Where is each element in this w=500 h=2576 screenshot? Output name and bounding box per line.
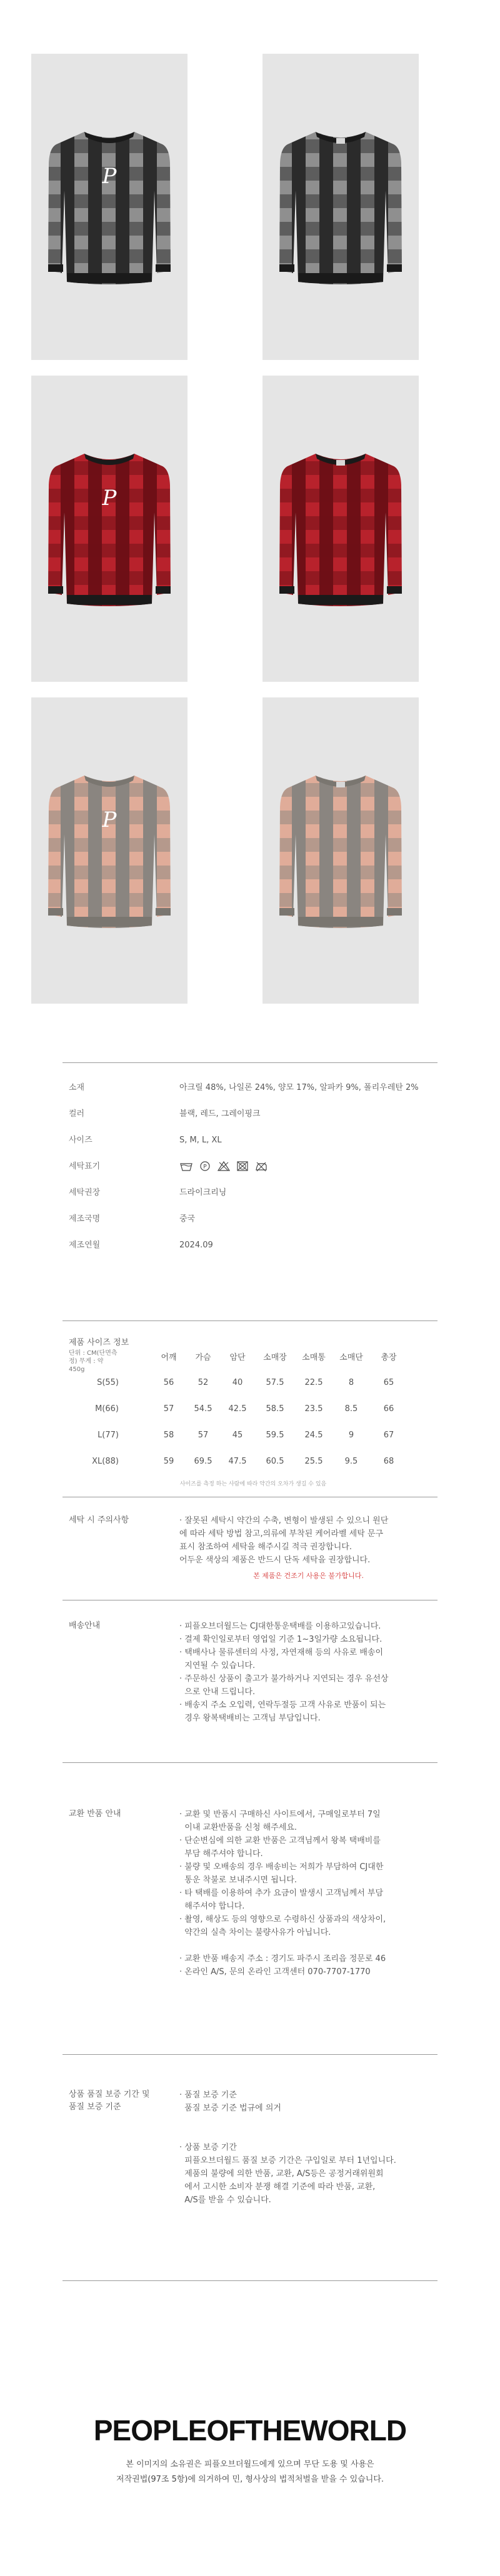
product-photo-black-back — [262, 54, 419, 360]
shipping-line: · 피플오브더월드는 CJ대한통운택배를 이용하고있습니다. — [179, 1622, 381, 1631]
size-cell: 59 — [163, 1457, 174, 1466]
section-body — [179, 1620, 438, 1725]
size-table-note: 사이즈를 측정 하는 사람에 따라 약간의 오차가 생길 수 있음 — [179, 1481, 327, 1487]
info-row-color — [69, 1108, 438, 1121]
size-cell: 8.5 — [344, 1404, 358, 1414]
exchange-line: · 온라인 A/S, 문의 온라인 고객센터 070-7707-1770 — [179, 1967, 371, 1977]
shipping-line: · 택배사나 물류센터의 사정, 자연재해 등의 사유로 배송이 — [179, 1648, 384, 1657]
size-label: L(77) — [98, 1430, 119, 1440]
section-label: 교환 반품 안내 — [69, 1809, 121, 1819]
info-row-material — [69, 1082, 438, 1094]
sweater-illustration — [278, 769, 403, 932]
copyright-line: 본 이미지의 소유권은 피플오브더월드에게 있으며 무단 도용 및 사용은 — [126, 2460, 374, 2469]
logo-emblem-icon: P — [102, 164, 117, 189]
size-cell: 40 — [232, 1378, 243, 1387]
neck-label-icon — [336, 782, 345, 787]
info-row-wash — [69, 1161, 438, 1173]
copyright-notice — [0, 2457, 500, 2487]
iron-low-icon — [254, 1161, 268, 1172]
size-column-header: 어깨 — [161, 1353, 177, 1362]
product-photo-gray-pink-front — [31, 697, 188, 1004]
size-cell: 57.5 — [266, 1378, 284, 1387]
product-photo-gray-pink-back — [262, 697, 419, 1004]
size-label: M(66) — [95, 1404, 119, 1414]
size-cell: 47.5 — [228, 1457, 247, 1466]
info-row-country — [69, 1213, 438, 1226]
info-label: 소재 — [69, 1083, 85, 1092]
shipping-line: · 배송지 주소 오입력, 연락두절등 고객 사유로 반품이 되는 — [179, 1700, 386, 1710]
brand-logo-text: PEOPLEOFTHEWORLD — [93, 2414, 407, 2447]
size-row — [69, 1404, 438, 1420]
size-cell: 59.5 — [266, 1430, 284, 1440]
size-cell: 56 — [163, 1378, 174, 1387]
exchange-line: 통운 착불로 보내주시면 됩니다. — [179, 1875, 298, 1885]
size-row — [69, 1457, 438, 1473]
warranty-line: 제품의 불량에 의한 반품, 교환, A/S등은 공정거래위원회 — [179, 2169, 384, 2179]
info-value: 아크릴 48%, 나일론 24%, 양모 17%, 알파카 9%, 폴리우레탄 2% — [179, 1083, 419, 1092]
size-cell: 58.5 — [266, 1404, 284, 1414]
warranty-line — [179, 2128, 438, 2141]
size-cell: 8 — [348, 1378, 354, 1387]
exchange-line: · 촬영, 해상도 등의 영향으로 수령하신 상품과의 색상차이, — [179, 1915, 386, 1924]
shipping-line: 경우 왕복택배비는 고객님 부담입니다. — [179, 1714, 321, 1723]
warranty-line: · 품질 보증 기준 — [179, 2090, 237, 2100]
size-cell: 52 — [198, 1378, 209, 1387]
copyright-line: 저작권법(97조 5항)에 의거하여 민, 형사상의 법적처벌을 받을 수 있습니다. — [116, 2475, 384, 2484]
warranty-line: · 상품 보증 기간 — [179, 2143, 237, 2152]
info-value: 중국 — [179, 1214, 196, 1224]
size-table-unit: 단위 : CM(단면측정) 무게 : 약 450g — [69, 1350, 118, 1373]
warranty-line: 품질 보증 기준 법규에 의거 — [179, 2104, 281, 2113]
info-value: 블랙, 레드, 그레이핑크 — [179, 1109, 261, 1119]
exchange-line — [179, 1939, 438, 1952]
info-value: S, M, L, XL — [179, 1136, 222, 1145]
size-cell: 25.5 — [304, 1457, 323, 1466]
no-bleach-icon — [217, 1161, 231, 1172]
exchange-line: 이내 교환반품을 신청 해주세요. — [179, 1823, 298, 1832]
size-cell: 66 — [383, 1404, 394, 1414]
warranty-line: A/S를 받을 수 있습니다. — [179, 2195, 271, 2205]
size-label: S(55) — [97, 1378, 119, 1387]
size-column-header: 총장 — [381, 1353, 397, 1362]
size-label: XL(88) — [92, 1457, 119, 1466]
size-cell: 60.5 — [266, 1457, 284, 1466]
info-value: 드라이크리닝 — [179, 1188, 227, 1197]
size-column-header: 소매통 — [302, 1353, 326, 1362]
info-label: 사이즈 — [69, 1136, 92, 1145]
dryer-warning: 본 제품은 건조기 사용은 불가합니다. — [253, 1572, 364, 1580]
size-cell: 68 — [383, 1457, 394, 1466]
product-photo-red-back — [262, 376, 419, 682]
info-row-date — [69, 1239, 438, 1252]
exchange-line: · 단순변심에 의한 교환 반품은 고객님께서 왕복 택배비를 — [179, 1836, 381, 1845]
wash-icons — [179, 1161, 268, 1172]
size-cell: 58 — [163, 1430, 174, 1440]
size-row — [69, 1378, 438, 1394]
no-tumble-dry-icon — [236, 1161, 249, 1172]
size-cell: 65 — [383, 1378, 394, 1387]
size-table-title: 제품 사이즈 정보 — [69, 1338, 129, 1347]
info-value: 2024.09 — [179, 1241, 213, 1250]
info-label: 제조국명 — [69, 1214, 101, 1224]
section-label-line: 상품 품질 보증 기간 및 — [69, 2090, 150, 2099]
exchange-line: 해주셔야 합니다. — [179, 1902, 245, 1911]
warranty-line: 에서 고시한 소비자 분쟁 해결 기준에 따라 반품, 교환, — [179, 2182, 376, 2192]
section-label-line: 품질 보증 기준 — [69, 2102, 121, 2112]
size-cell: 54.5 — [194, 1404, 212, 1414]
size-cell: 24.5 — [304, 1430, 323, 1440]
divider — [62, 1062, 438, 1063]
size-column-header: 가슴 — [195, 1353, 211, 1362]
exchange-line: 부담 해주셔야 합니다. — [179, 1849, 263, 1859]
divider — [62, 2054, 438, 2055]
product-photo-black-front — [31, 54, 188, 360]
care-line: · 잘못된 세탁시 약간의 수축, 변형이 발생된 수 있으니 원단 — [179, 1516, 389, 1525]
section-label: 세탁 시 주의사항 — [69, 1515, 129, 1525]
info-label: 세탁권장 — [69, 1188, 101, 1197]
divider — [62, 2280, 438, 2281]
care-line: 어두운 색상의 제품은 반드시 단독 세탁을 권장합니다. — [179, 1555, 371, 1565]
exchange-line: · 교환 반품 배송지 주소 : 경기도 파주시 조리읍 정문로 46 — [179, 1954, 386, 1964]
logo-emblem-icon: P — [102, 807, 117, 832]
size-row — [69, 1430, 438, 1447]
section-body — [179, 1808, 438, 1979]
warranty-line: 피플오브더월드 품질 보증 기간은 구입일로 부터 1년입니다. — [179, 2156, 396, 2165]
size-cell: 67 — [383, 1430, 394, 1440]
divider — [62, 1762, 438, 1763]
neck-label-icon — [336, 138, 345, 144]
section-body — [179, 2089, 438, 2207]
size-cell: 57 — [163, 1404, 174, 1414]
dry-clean-icon — [198, 1161, 212, 1172]
section-body — [179, 1514, 438, 1582]
section-label — [69, 2089, 169, 2114]
sweater-illustration — [278, 447, 403, 610]
shipping-line: · 주문하신 상품이 출고가 불가하거나 지연되는 경우 유선상 — [179, 1674, 389, 1684]
info-row-wash-rec — [69, 1187, 438, 1199]
hand-wash-icon — [179, 1161, 193, 1172]
size-cell: 42.5 — [228, 1404, 247, 1414]
size-column-header: 소매단 — [339, 1353, 363, 1362]
sweater-illustration — [47, 126, 172, 288]
exchange-line: · 불량 및 오배송의 경우 배송비는 저희가 부담하여 CJ대한 — [179, 1862, 384, 1872]
size-cell: 9 — [348, 1430, 354, 1440]
sweater-illustration — [278, 126, 403, 288]
info-label: 제조연월 — [69, 1241, 101, 1250]
size-cell: 69.5 — [194, 1457, 212, 1466]
sweater-illustration — [47, 447, 172, 610]
warranty-line — [179, 2115, 438, 2128]
size-cell: 22.5 — [304, 1378, 323, 1387]
care-line: 표시 참조하여 세탁을 해주시길 적극 권장합니다. — [179, 1542, 352, 1552]
care-line: 에 따라 세탁 방법 참고,의류에 부착된 케어라벨 세탁 문구 — [179, 1529, 384, 1539]
neck-label-icon — [336, 460, 345, 466]
shipping-line: · 결제 확인일로부터 영업일 기준 1~3일가량 소요됩니다. — [179, 1635, 382, 1644]
exchange-line: 약간의 실측 차이는 불량사유가 아닙니다. — [179, 1928, 331, 1937]
product-photo-red-front — [31, 376, 188, 682]
size-cell: 23.5 — [304, 1404, 323, 1414]
exchange-line: · 타 택배를 이용하여 추가 요금이 발생시 고객님께서 부담 — [179, 1889, 384, 1898]
size-cell: 9.5 — [344, 1457, 358, 1466]
size-column-header: 암단 — [229, 1353, 246, 1362]
info-label: 컬러 — [69, 1109, 85, 1119]
shipping-line: 지연될 수 있습니다. — [179, 1661, 256, 1670]
exchange-line: · 교환 및 반품시 구매하신 사이트에서, 구매일로부터 7일 — [179, 1810, 381, 1819]
logo-emblem-icon: P — [102, 486, 117, 511]
info-row-size — [69, 1134, 438, 1147]
svg-text:P: P — [203, 1164, 207, 1171]
size-column-header: 소매장 — [263, 1353, 287, 1362]
shipping-line: 으로 안내 드립니다. — [179, 1687, 256, 1697]
divider — [62, 1320, 438, 1321]
info-label: 세탁표기 — [69, 1162, 101, 1171]
sweater-illustration — [47, 769, 172, 932]
size-cell: 45 — [232, 1430, 243, 1440]
section-label: 배송안내 — [69, 1621, 101, 1630]
size-cell: 57 — [198, 1430, 209, 1440]
